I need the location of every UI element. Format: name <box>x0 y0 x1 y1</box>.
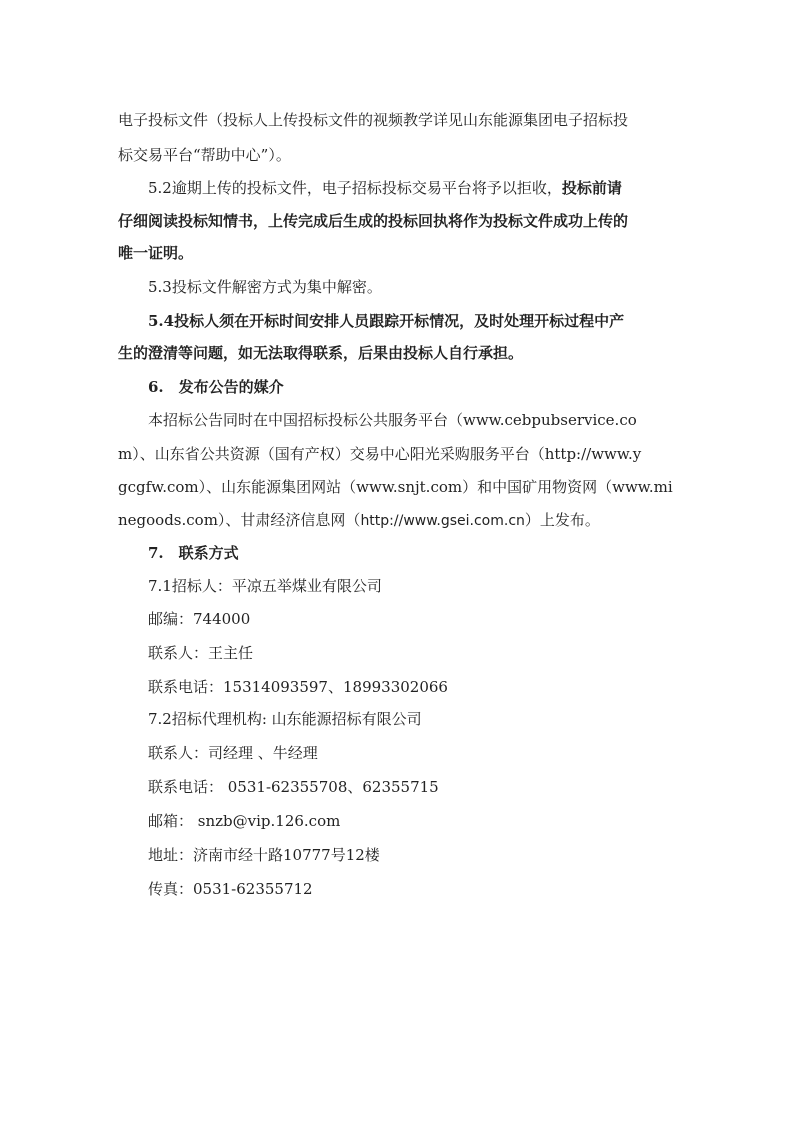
email-line: 邮箱： snzb@vip.126.com <box>148 812 341 830</box>
paragraph-text: 5.2逾期上传的投标文件，电子招标投标交易平台将予以拒收， <box>148 179 562 197</box>
tenderer-line: 7.1招标人：平凉五举煤业有限公司 <box>148 577 382 595</box>
phone-line: 联系电话： 0531-62355708、62355715 <box>148 778 439 796</box>
address-line: 地址：济南市经十路10777号12楼 <box>148 846 380 864</box>
postcode-line: 邮编：744000 <box>148 610 251 628</box>
contact-line: 联系人：司经理 、牛经理 <box>148 744 318 762</box>
fax-line: 传真：0531-62355712 <box>148 880 313 898</box>
paragraph-line: 5.3投标文件解密方式为集中解密。 <box>148 278 382 296</box>
paragraph-text: ）上发布。 <box>524 511 600 529</box>
paragraph-line: 唯一证明。 <box>118 244 194 262</box>
paragraph-text: negoods.com）、甘肃经济信息网（ <box>118 511 361 529</box>
contact-line: 联系人：王主任 <box>148 644 254 662</box>
phone-line: 联系电话：15314093597、18993302066 <box>148 678 448 696</box>
paragraph-line: m）、山东省公共资源（国有产权）交易中心阳光采购服务平台（http://www.y <box>118 445 642 463</box>
paragraph-line: 生的澄清等问题，如无法取得联系，后果由投标人自行承担。 <box>118 344 524 362</box>
paragraph-line: 标交易平台“帮助中心”）。 <box>118 146 291 164</box>
agency-line: 7.2招标代理机构: 山东能源招标有限公司 <box>148 710 422 728</box>
url-text: http://www.gsei.com.cn <box>360 513 525 529</box>
paragraph-line: 本招标公告同时在中国招标投标公共服务平台（www.cebpubservice.co <box>148 411 637 429</box>
paragraph-line <box>118 510 600 531</box>
paragraph-line: gcgfw.com）、山东能源集团网站（www.snjt.com）和中国矿用物资网（www.mi <box>118 478 673 496</box>
bold-text: 投标前请 <box>561 179 622 197</box>
section-heading: 6. 发布公告的媒介 <box>148 378 284 396</box>
paragraph-line: 电子投标文件（投标人上传投标文件的视频教学详见山东能源集团电子招标投 <box>118 111 629 129</box>
paragraph-line: 仔细阅读投标知情书，上传完成后生成的投标回执将作为投标文件成功上传的 <box>118 212 629 230</box>
paragraph-line: 5.4投标人须在开标时间安排人员跟踪开标情况，及时处理开标过程中产 <box>148 312 625 330</box>
section-heading: 7. 联系方式 <box>148 544 239 562</box>
paragraph-line <box>148 178 622 198</box>
